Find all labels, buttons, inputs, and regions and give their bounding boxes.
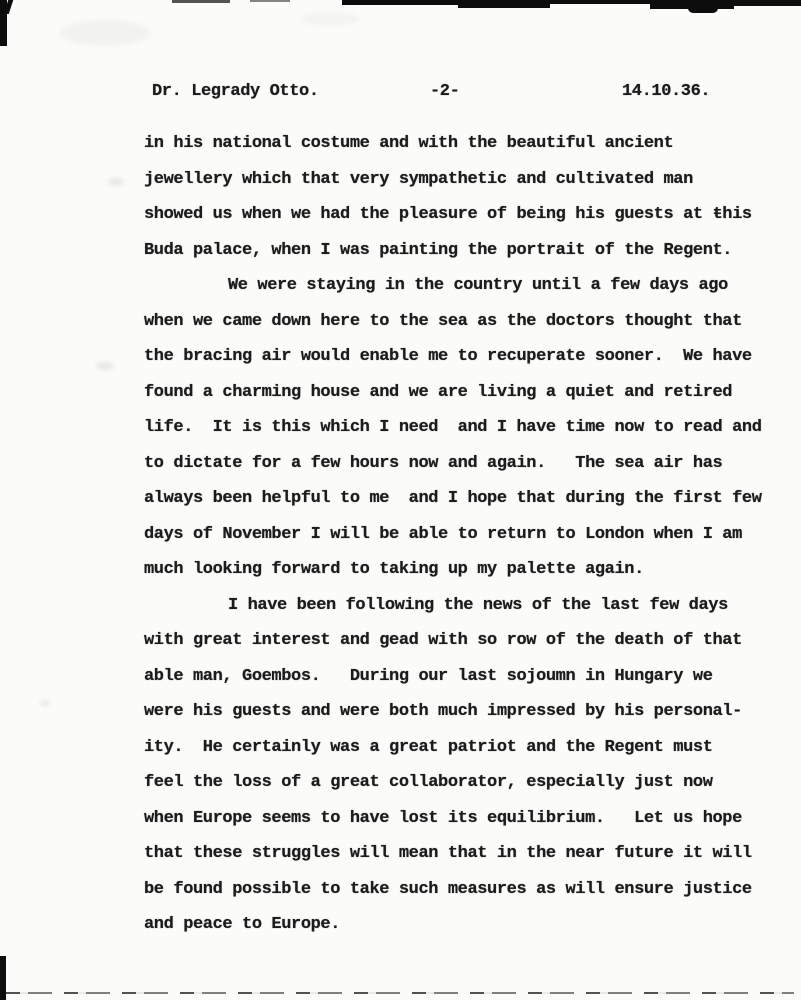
text-line: life. It is this which I need and I have time now to read and xyxy=(144,418,762,437)
paper-noise xyxy=(300,12,360,26)
text-line: with great interest and gead with so row of the death of that xyxy=(144,631,742,650)
text-line: Buda palace, when I was painting the portrait of the Regent. xyxy=(144,240,733,260)
scan-artifact-top-strip xyxy=(342,0,460,5)
addressee: Dr. Legrady Otto. xyxy=(152,82,319,101)
text-line: feel the loss of a great collaborator, especially just now xyxy=(144,773,713,792)
scan-artifact-top-strip xyxy=(458,0,550,8)
text-line: when we came down here to the sea as the doctors thought that xyxy=(144,311,742,331)
paper-noise xyxy=(96,362,114,370)
text-line: I have been following the news of the last few days xyxy=(228,595,728,615)
text-line: jewellery which that very sympathetic and cultivated man xyxy=(144,169,693,189)
scan-artifact-top-strip xyxy=(732,0,801,6)
page-number: -2- xyxy=(430,82,460,101)
text-line: able man, Goembos. During our last sojoumn in Hungary we xyxy=(144,666,713,686)
text-line: and peace to Europe. xyxy=(144,915,341,934)
paper-noise xyxy=(60,20,150,46)
text-line: days of November I will be able to return to London when I am xyxy=(144,524,742,544)
letter-header xyxy=(0,82,801,106)
letter-date: 14.10.36. xyxy=(622,82,711,101)
scan-artifact-corner-top-left xyxy=(0,0,7,46)
text-line: always been helpful to me and I hope that during the first few xyxy=(144,489,762,508)
text-line: in his national costume and with the beautiful ancient xyxy=(144,134,674,153)
text-line: be found possible to take such measures as will ensure justice xyxy=(144,879,752,899)
scan-artifact-top-strip xyxy=(548,0,652,4)
text-line: that these struggles will mean that in the near future it will xyxy=(144,844,752,863)
letter-body xyxy=(144,126,792,943)
text-line: We were staying in the country until a few days ago xyxy=(228,276,728,295)
text-line: ity. He certainly was a great patriot and the Regent must xyxy=(144,737,713,757)
text-line: found a charming house and we are living a quiet and retired xyxy=(144,382,733,402)
text-line: much looking forward to taking up my palette again. xyxy=(144,560,644,579)
scan-artifact-top-strip xyxy=(172,0,230,3)
text-line: the bracing air would enable me to recuperate sooner. We have xyxy=(144,347,752,366)
text-line: were his guests and were both much impressed by his personal- xyxy=(144,702,742,721)
paper-noise xyxy=(108,178,124,186)
text-line: to dictate for a few hours now and again. The sea air has xyxy=(144,453,723,473)
paper-noise xyxy=(40,700,50,706)
text-line: when Europe seems to have lost its equilibrium. Let us hope xyxy=(144,808,742,828)
scan-artifact-bottom-line xyxy=(6,992,794,994)
scan-artifact-top-strip xyxy=(250,0,290,2)
scan-artifact-top-strip xyxy=(688,0,718,13)
text-line: showed us when we had the pleasure of being his guests at ŧhis xyxy=(144,205,752,224)
